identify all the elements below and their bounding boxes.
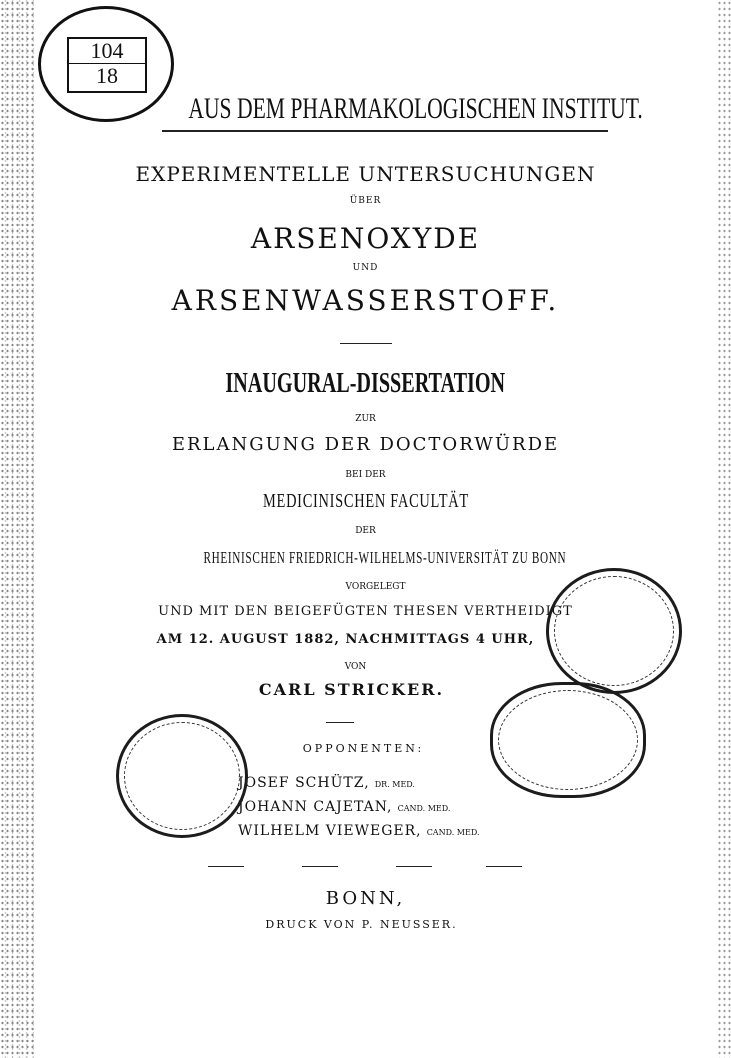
separator-dash-2 xyxy=(302,866,338,867)
separator-dash-3 xyxy=(396,866,432,867)
opponent-3: WILHELM VIEWEGER, CAND. MED. xyxy=(238,823,480,839)
separator-dash-4 xyxy=(486,866,522,867)
stamp-number: 104 xyxy=(69,39,145,64)
bei-der: BEI DER xyxy=(345,470,386,480)
separator-dash-1 xyxy=(208,866,244,867)
defended: UND MIT DEN BEIGEFÜGTEN THESEN VERTHEIDIGT xyxy=(158,604,573,619)
der: DER xyxy=(355,526,376,536)
vorgelegt: VORGELEGT xyxy=(345,582,406,592)
divider-1 xyxy=(340,343,392,344)
faculty: MEDICINISCHEN FACULTÄT xyxy=(262,490,469,512)
defense-date: AM 12. AUGUST 1882, NACHMITTAGS 4 UHR, xyxy=(156,632,535,647)
header-rule xyxy=(162,130,608,132)
title-uber: ÜBER xyxy=(349,196,382,206)
von: VON xyxy=(344,662,367,672)
divider-2 xyxy=(326,722,354,723)
library-stamp-right-upper xyxy=(546,568,682,694)
opponent-1: JOSEF SCHÜTZ, DR. MED. xyxy=(238,775,415,791)
university: RHEINISCHEN FRIEDRICH-WILHELMS-UNIVERSITÄT ZU BONN xyxy=(203,548,567,567)
title-line-2: ARSENOXYDE xyxy=(250,222,481,255)
library-stamp-right-lower xyxy=(490,682,646,798)
title-line-3: ARSENWASSERSTOFF. xyxy=(171,284,560,317)
zur: ZUR xyxy=(355,414,376,424)
author: CARL STRICKER. xyxy=(258,680,445,699)
title-line-1: EXPERIMENTELLE UNTERSUCHUNGEN xyxy=(135,162,596,186)
institute-header: AUS DEM PHARMAKOLOGISCHEN INSTITUT. xyxy=(188,92,643,125)
opponents-label: OPPONENTEN: xyxy=(302,742,425,755)
opponent-2: JOHANN CAJETAN, CAND. MED. xyxy=(238,799,451,815)
imprint-city: BONN, xyxy=(325,888,406,909)
title-und: UND xyxy=(352,263,379,273)
dissertation-heading: INAUGURAL-DISSERTATION xyxy=(225,368,506,399)
imprint-printer: DRUCK VON P. NEUSSER. xyxy=(265,918,458,931)
stamp-subnumber: 18 xyxy=(96,63,118,88)
library-stamp-left xyxy=(116,714,248,838)
purpose: ERLANGUNG DER DOCTORWÜRDE xyxy=(171,434,560,455)
